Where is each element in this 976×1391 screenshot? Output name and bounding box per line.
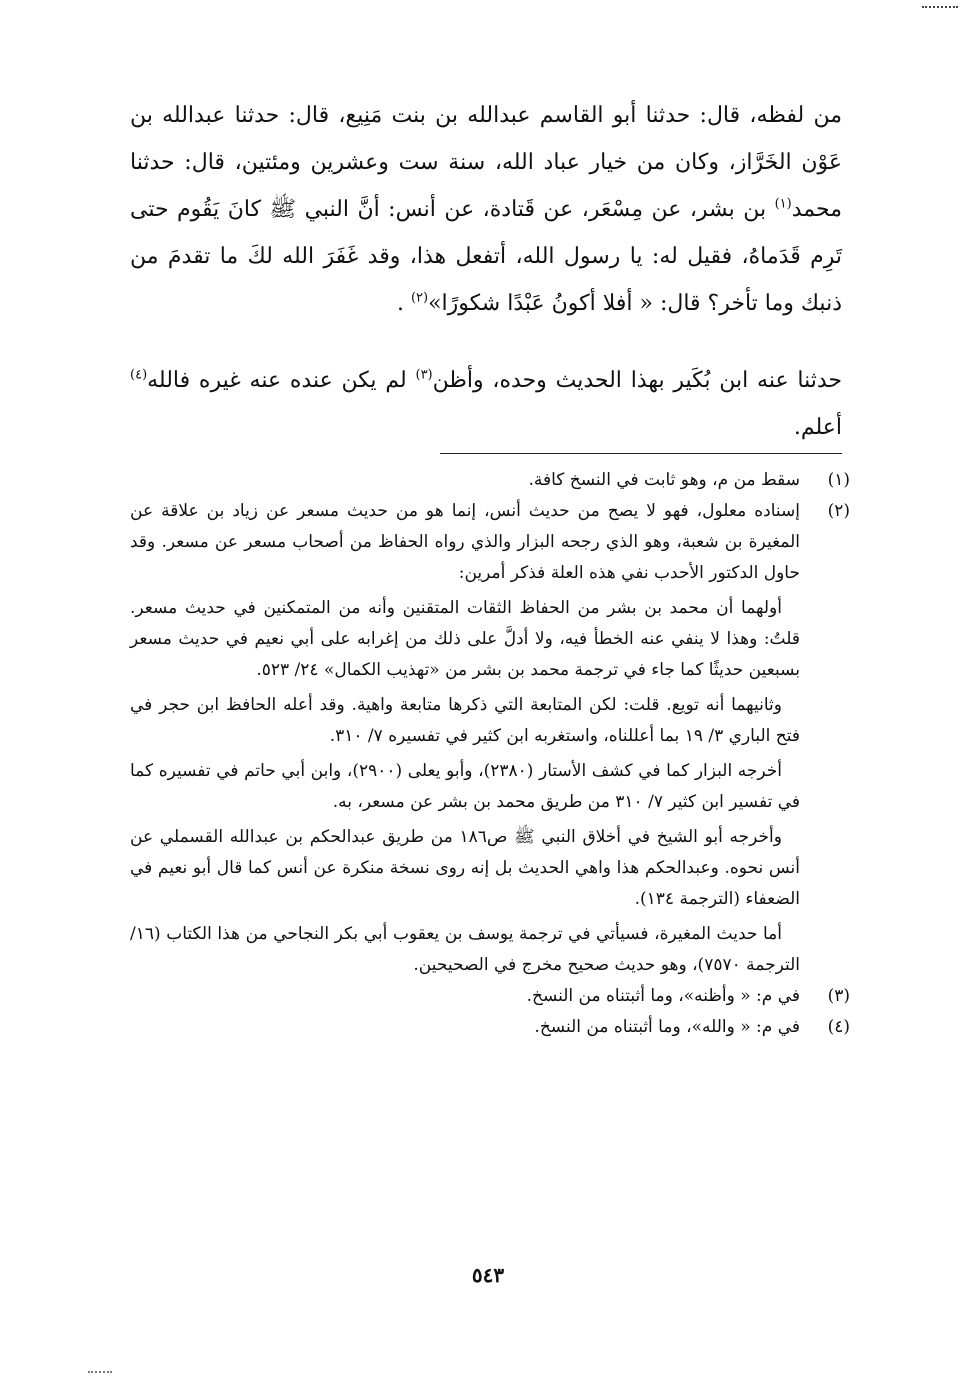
- footnote-3: [130, 981, 850, 1012]
- scan-mark-top: [922, 6, 958, 10]
- footnote-paragraph: إسناده معلول، فهو لا يصح من حديث أنس، إنما هو من حديث مسعر عن زياد بن علاقة عن المغيرة بن شعبة، وهو الذي رجحه البزار والذي رواه الحفاظ من أصحاب مسعر عن مسعر. وقد حاول الدكتور الأحدب نفي هذه العلة فذكر أمرين:: [130, 501, 800, 583]
- main-text-segment: حدثنا عنه ابن بُكَير بهذا الحديث وحده، وأظن: [432, 368, 842, 393]
- footnote-number: (٤): [827, 1017, 850, 1037]
- page-number: ٥٤٣: [471, 1263, 505, 1287]
- footnotes: [130, 465, 850, 1043]
- footnote-paragraph: في م: « وأظنه»، وما أثبتناه من النسخ.: [526, 986, 800, 1006]
- main-text-segment: من لفظه، قال: حدثنا أبو القاسم عبدالله بن بنت مَنِيع، قال: حدثنا عبدالله بن عَوْن الخَرَّاز، وكان من خيار عباد الله، سنة ست وعشرين ومئتين، قال: حدثنا محمد: [130, 103, 842, 222]
- main-text-segment: أعلم.: [793, 415, 842, 440]
- footnote-4: [130, 1012, 850, 1043]
- footnote-ref-4: (٤): [130, 367, 148, 383]
- footnote-paragraph: وأخرجه أبو الشيخ في أخلاق النبي ﷺ ص١٨٦ من طريق عبدالحكم بن عبدالله القسملي عن أنس نحوه. وعبدالحكم هذا واهي الحديث بل إنه روى نسخة منكرة عن أنس كما قال أبو نعيم في الضعفاء (الترجمة ١٣٤).: [130, 827, 800, 909]
- footnote-separator: [440, 453, 842, 454]
- main-text-segment: لم يكن عنده عنه غيره فالله: [147, 368, 416, 393]
- scan-mark-bottom: [88, 1371, 112, 1375]
- main-text-segment: بن بشر، عن مِسْعَر، عن قَتادة، عن أنس: أنَّ النبي ﷺ كانَ يَقُوم حتى تَرِم قَدَماهُ، فقيل له: يا رسول الله، أتفعل هذا، وقد غَفَرَ الله لكَ ما تقدمَ من ذنبك وما تأخر؟ قال: « أفلا أكونُ عَبْدًا شكورًا»: [130, 197, 842, 316]
- footnote-number: (٢): [827, 501, 850, 521]
- main-paragraph-2: [130, 357, 842, 451]
- footnote-number: (٣): [827, 986, 850, 1006]
- footnote-body: [130, 981, 800, 1012]
- main-paragraph-1: [130, 92, 842, 327]
- footnote-ref-1: (١): [774, 196, 792, 212]
- footnote-number: (١): [827, 470, 850, 490]
- footnote-2: [130, 496, 850, 981]
- footnote-ref-2: (٢): [410, 290, 429, 306]
- footnote-body: [130, 1012, 800, 1043]
- footnote-body: [130, 465, 800, 496]
- footnote-ref-3: (٣): [415, 367, 433, 383]
- footnote-paragraph: أما حديث المغيرة، فسيأتي في ترجمة يوسف بن يعقوب أبي بكر النجاحي من هذا الكتاب (١٦/ الترجمة ٧٥٧٠)، وهو حديث صحيح مخرج في الصحيحين.: [130, 924, 800, 975]
- main-text: [130, 92, 842, 451]
- footnote-paragraph: أولهما أن محمد بن بشر من الحفاظ الثقات المتقنين وأنه من المتمكنين في حديث مسعر. قلتُ: وهذا لا ينفي عنه الخطأ فيه، ولا أدلَّ على ذلك من إغرابه على أبي نعيم في حديث مسعر بسبعين حديثًا كما جاء في ترجمة محمد بن بشر من «تهذيب الكمال» ٢٤/ ٥٢٣.: [130, 598, 800, 680]
- main-text-segment: .: [396, 291, 411, 316]
- footnote-paragraph: سقط من م، وهو ثابت في النسخ كافة.: [528, 470, 800, 490]
- footnote-paragraph: في م: « والله»، وما أثبتناه من النسخ.: [534, 1017, 800, 1037]
- footnote-body: [130, 496, 800, 981]
- footnote-paragraph: وثانيهما أنه تويع. قلت: لكن المتابعة التي ذكرها متابعة واهية. وقد أعله الحافظ ابن حجر في فتح الباري ٣/ ١٩ بما أعللناه، واستغربه ابن كثير في تفسيره ٧/ ٣١٠.: [130, 695, 800, 746]
- footnote-1: [130, 465, 850, 496]
- footnote-paragraph: أخرجه البزار كما في كشف الأستار (٢٣٨٠)، وأبو يعلى (٢٩٠٠)، وابن أبي حاتم في تفسيره كما في تفسير ابن كثير ٧/ ٣١٠ من طريق محمد بن بشر عن مسعر، به.: [130, 761, 800, 812]
